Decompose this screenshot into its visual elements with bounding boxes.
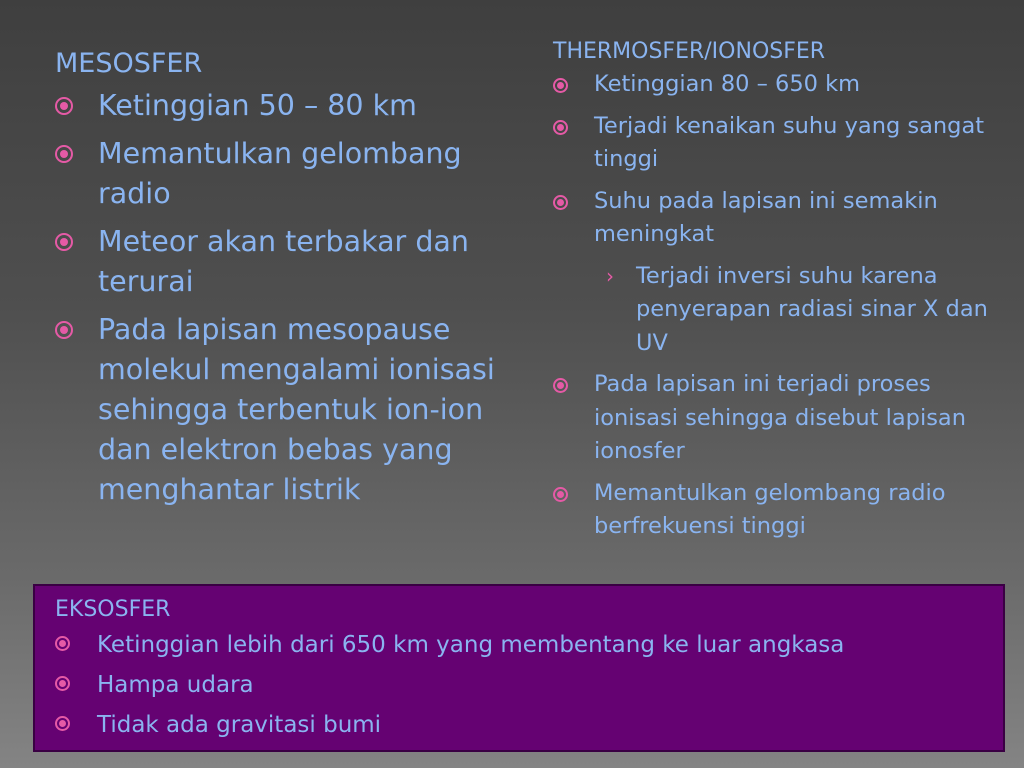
list-item xyxy=(553,68,1003,102)
list-item-text: Ketinggian 80 – 650 km xyxy=(594,71,861,97)
circle-bullet-icon xyxy=(553,487,568,502)
circle-bullet-icon xyxy=(55,145,73,163)
thermosfer-section xyxy=(553,36,1003,552)
circle-bullet-icon xyxy=(55,233,73,251)
list-item xyxy=(55,222,525,302)
list-item-text: Pada lapisan mesopause molekul mengalami ionisasi sehingga terbentuk ion-ion dan elektron bebas yang menghantar listrik xyxy=(98,313,495,506)
list-item xyxy=(55,86,525,126)
list-item xyxy=(55,310,525,510)
circle-bullet-icon xyxy=(55,636,70,651)
list-item xyxy=(553,368,1003,469)
list-item-text: Suhu pada lapisan ini semakin meningkat xyxy=(594,187,938,247)
list-item-text: Terjadi kenaikan suhu yang sangat tinggi xyxy=(594,112,985,172)
circle-bullet-icon xyxy=(553,120,568,135)
mesosfer-section xyxy=(55,44,525,518)
list-item xyxy=(55,134,525,214)
list-item xyxy=(553,185,1003,252)
list-item-text: Meteor akan terbakar dan terurai xyxy=(98,225,469,298)
list-item xyxy=(55,626,1003,664)
sub-list-item-text: Terjadi inversi suhu karena penyerapan radiasi sinar X dan UV xyxy=(636,262,988,356)
list-item-text: Memantulkan gelombang radio xyxy=(98,137,462,210)
thermosfer-list xyxy=(553,68,1003,252)
thermosfer-sublist xyxy=(553,260,1003,361)
thermosfer-heading: THERMOSFER/IONOSFER xyxy=(553,39,826,64)
circle-bullet-icon xyxy=(553,378,568,393)
list-item-text: Memantulkan gelombang radio berfrekuensi tinggi xyxy=(594,479,946,539)
list-item xyxy=(55,666,1003,704)
eksosfer-list xyxy=(55,626,1003,744)
list-item-text: Hampa udara xyxy=(97,672,254,698)
circle-bullet-icon xyxy=(55,676,70,691)
mesosfer-list xyxy=(55,86,525,510)
circle-bullet-icon xyxy=(55,716,70,731)
circle-bullet-icon xyxy=(553,78,568,93)
chevron-right-icon: › xyxy=(606,263,614,288)
sub-list-item xyxy=(594,260,1003,361)
thermosfer-list-continued xyxy=(553,368,1003,544)
circle-bullet-icon xyxy=(55,321,73,339)
list-item xyxy=(55,706,1003,744)
circle-bullet-icon xyxy=(55,97,73,115)
eksosfer-box xyxy=(33,584,1005,752)
mesosfer-heading: MESOSFER xyxy=(55,48,203,79)
list-item-text: Pada lapisan ini terjadi proses ionisasi sehingga disebut lapisan ionosfer xyxy=(594,371,966,464)
list-item-text: Ketinggian 50 – 80 km xyxy=(98,89,417,122)
eksosfer-heading: EKSOSFER xyxy=(55,597,171,622)
circle-bullet-icon xyxy=(553,195,568,210)
list-item-text: Tidak ada gravitasi bumi xyxy=(97,712,382,738)
list-item-text: Ketinggian lebih dari 650 km yang membentang ke luar angkasa xyxy=(97,632,845,658)
list-item xyxy=(553,110,1003,177)
list-item xyxy=(553,477,1003,544)
